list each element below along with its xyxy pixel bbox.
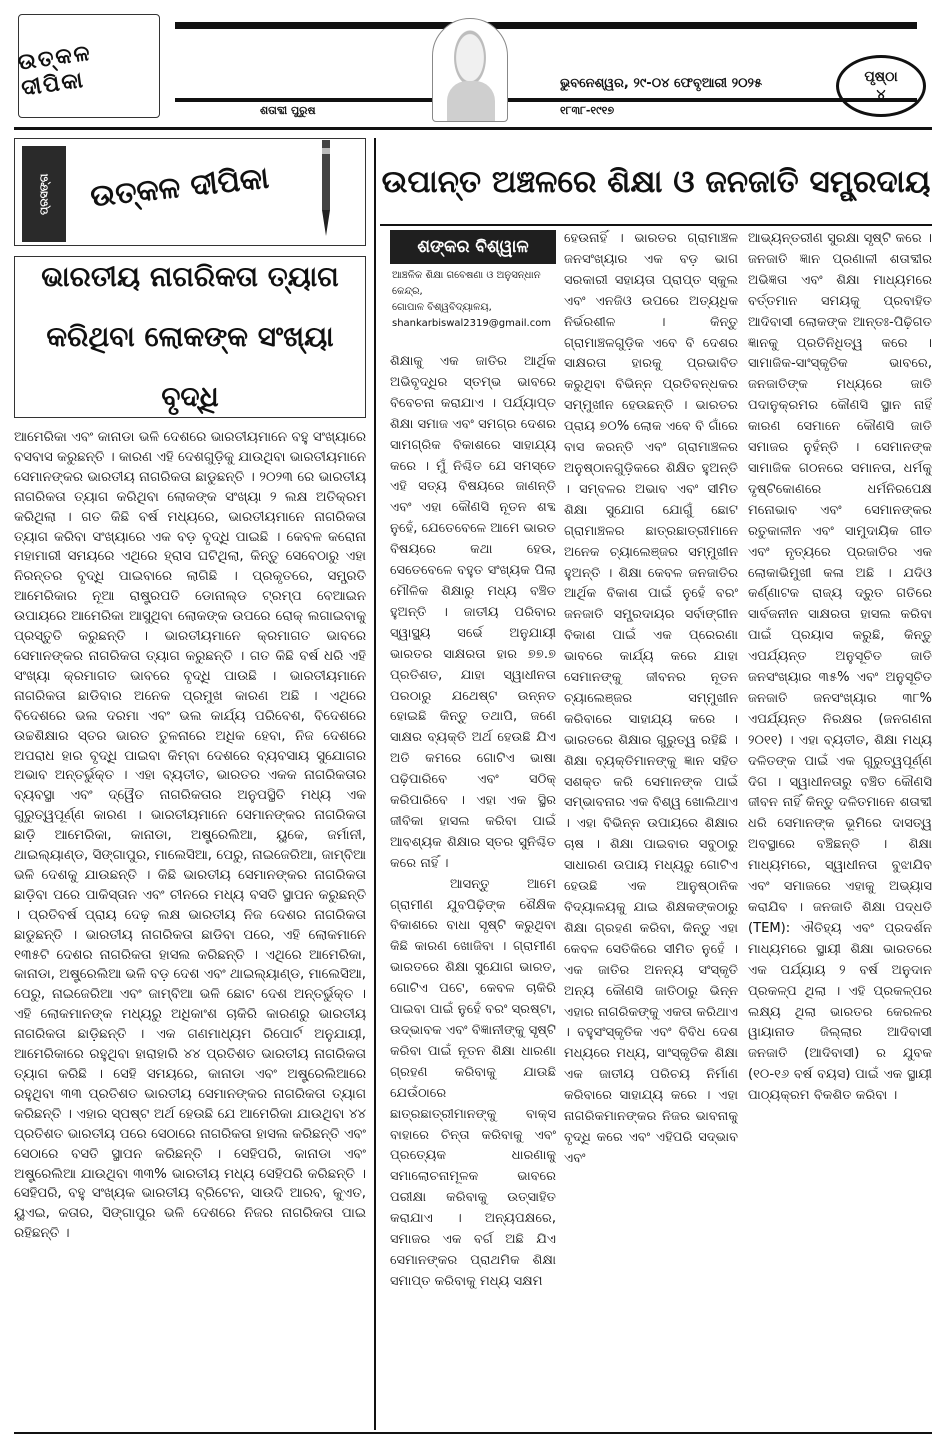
paper-logo xyxy=(18,14,160,118)
pen-icon xyxy=(318,140,334,238)
main-article-column-2: ହେଉନାହିଁ । ଭାରତର ଗ୍ରାମାଞ୍ଚଳ ଜନସଂଖ୍ୟାର ଏକ ବଡ଼ ଭାଗ ସରକାରୀ ସହାୟତା ପ୍ରାପ୍ତ ସ୍କୁଲ ଏବଂ ଏନଜିଓ ଉପରେ ଅତ୍ୟଧିକ ନିର୍ଭରଶୀଳ । କିନ୍ତୁ ଗ୍ରାମାଞ୍ଚଳଗୁଡ଼ିକ ଏବେ ବି ଦେଶର ସାକ୍ଷରତା ହାରକୁ ପ୍ରଭାବିତ କରୁଥିବା ବିଭିନ୍ନ ପ୍ରତିବନ୍ଧକର ସମ୍ମୁଖୀନ ହେଉଛନ୍ତି । ଭାରତର ପ୍ରାୟ ୭୦% ଲୋକ ଏବେ ବି ଗାଁରେ ବାସ କରନ୍ତି ଏବଂ ଗ୍ରାମାଞ୍ଚଳର ଅନୁଷ୍ଠାନଗୁଡ଼ିକରେ ଶିକ୍ଷିତ ହୁଅନ୍ତି । ସମ୍ବଳର ଅଭାବ ଏବଂ ସୀମିତ ଶିକ୍ଷା ସୁଯୋଗ ଯୋଗୁଁ ଛୋଟ ଗ୍ରାମାଞ୍ଚଳର ଛାତ୍ରଛାତ୍ରୀମାନେ ଅନେକ ଚ୍ୟାଲେଞ୍ଜର ସମ୍ମୁଖୀନ ହୁଅନ୍ତି । ଶିକ୍ଷା କେବଳ ଜନଜାତିର ଆର୍ଥିକ ବିକାଶ ପାଇଁ ନୁହେଁ ବରଂ ଜନଜାତି ସମ୍ପ୍ରଦାୟର ସର୍ବାଙ୍ଗୀନ ବିକାଶ ପାଇଁ ଏକ ପ୍ରେରଣା ଭାବରେ କାର୍ଯ୍ୟ କରେ ଯାହା ସେମାନଙ୍କୁ ଜୀବନର ନୂତନ ଚ୍ୟାଲେଞ୍ଜର ସମ୍ମୁଖୀନ କରିବାରେ ସାହାଯ୍ୟ କରେ । ଭାରତରେ ଶିକ୍ଷାର ଗୁରୁତ୍ୱ ରହିଛି । ଶିକ୍ଷା ବ୍ୟକ୍ତିମାନଙ୍କୁ ଜ୍ଞାନ ସହିତ ସଶକ୍ତ କରି ସେମାନଙ୍କ ପାଇଁ ସମ୍ଭାବନାର ଏକ ବିଶ୍ୱ ଖୋଲିଥାଏ । ଏହା ବିଭିନ୍ନ ଉପାୟରେ ଶିକ୍ଷାର ଚାଷ । ଶିକ୍ଷା ପାଇବାର ସବୁଠାରୁ ସାଧାରଣ ଉପାୟ ମଧ୍ୟରୁ ଗୋଟିଏ ହେଉଛି ଏକ ଆନୁଷ୍ଠାନିକ ବିଦ୍ୟାଳୟକୁ ଯାଇ ଶିକ୍ଷକଙ୍କଠାରୁ ଶିକ୍ଷା ଗ୍ରହଣ କରିବା, କିନ୍ତୁ ଏହା କେବଳ ସେତିକିରେ ସୀମିତ ନୁହେଁ । ଏକ ଜାତିର ଅନନ୍ୟ ସଂସ୍କୃତି ଅନ୍ୟ କୌଣସି ଜାତିଠାରୁ ଭିନ୍ନ ଏହାର ନାଗରିକଙ୍କୁ ଏକତା କରିଥାଏ । ବହୁସଂସ୍କୃତିକ ଏବଂ ବିବିଧ ଦେଶ ମଧ୍ୟରେ ମଧ୍ୟ, ସାଂସ୍କୃତିକ ଶିକ୍ଷା ଏକ ଜାତୀୟ ପରିଚୟ ନିର୍ମାଣ କରିବାରେ ସାହାଯ୍ୟ କରେ । ଏହା ନାଗରିକମାନଙ୍କର ନିଜର ଭାବନାକୁ ବୃଦ୍ଧି କରେ ଏବଂ ଏହିପରି ସଦ୍ଭାବ ଏବଂ xyxy=(564,231,738,1166)
header-rule-top xyxy=(175,22,917,29)
author-name: ଶଙ୍କର ବିଶ୍ୱାଳ xyxy=(390,230,556,264)
subtitle-left: ଶତାବ୍ଦୀ ପୁରୁଷ xyxy=(260,104,316,117)
page-bottom-rule xyxy=(14,1432,932,1434)
page-label: ପୃଷ୍ଠା xyxy=(864,69,898,85)
main-article-column-3: ଆଭ୍ୟନ୍ତରୀଣ ସୁରକ୍ଷା ସୃଷ୍ଟି କରେ । ଜନଜାତି ଜ୍ଞାନ ପ୍ରଣାଳୀ ଶତାବ୍ଦୀର ଅଭିଜ୍ଞତା ଏବଂ ଶିକ୍ଷା ମାଧ୍ୟମରେ ବର୍ତ୍ତମାନ ସମୟକୁ ପ୍ରବାହିତ ଆଦିବାସୀ ଲୋକଙ୍କ ଆନ୍ତଃ-ପିଢ଼ିଗତ ଜ୍ଞାନକୁ ପ୍ରତିନିଧିତ୍ୱ କରେ । ସାମାଜିକ-ସାଂସ୍କୃତିକ ଭାବରେ, ଜନଜାତିଙ୍କ ମଧ୍ୟରେ ଜାତି ପଦାନୁକ୍ରମର କୌଣସି ସ୍ଥାନ ନାହିଁ କାରଣ ସେମାନେ କୌଣସି ଜାତି ସମାଜର ନୁହଁନ୍ତି । ସେମାନଙ୍କ ସାମାଜିକ ଗଠନରେ ସମାନତା, ଧର୍ମକୁ ଦୃଷ୍ଟିକୋଣରେ ଧର୍ମନିରପେକ୍ଷ ମନୋଭାବ ଏବଂ ସେମାନଙ୍କର ରତୁକାଳୀନ ଏବଂ ସାମୁଦାୟିକ ଗୀତ ଏବଂ ନୃତ୍ୟରେ ପ୍ରଜାତିର ଏକ ଲୋକାଭିମୁଖୀ କଳା ଅଛି । ଯଦିଓ କର୍ଣ୍ଣାଟକ ରାଜ୍ୟ ଦ୍ରୁତ ଗତିରେ ସାର୍ବଜନୀନ ସାକ୍ଷରତା ହାସଲ କରିବା ପାଇଁ ପ୍ରୟାସ କରୁଛି, କିନ୍ତୁ ଏପର୍ଯ୍ୟନ୍ତ ଅନୁସୂଚିତ ଜାତି ଜନସଂଖ୍ୟାର ୩୫% ଏବଂ ଅନୁସୂଚିତ ଜନଜାତି ଜନସଂଖ୍ୟାର ୩୮% ଏପର୍ଯ୍ୟନ୍ତ ନିରକ୍ଷର (ଜନଗଣନା ୨୦୧୧) । ଏହା ବ୍ୟତୀତ, ଶିକ୍ଷା ମଧ୍ୟ ଦଳିତଙ୍କ ପାଇଁ ଏକ ଗୁରୁତ୍ୱପୂର୍ଣ୍ଣ ଦିଗ । ସ୍ୱାଧୀନତାରୁ ବଞ୍ଚିତ କୌଣସି ଜୀବନ ନାହିଁ କିନ୍ତୁ ଦଳିତମାନେ ଶତାବ୍ଦୀ ଧରି ସେମାନଙ୍କ ଭୂମିରେ ଦାସତ୍ୱ ଅବସ୍ଥାରେ ବଞ୍ଚିଛନ୍ତି । ଶିକ୍ଷା ମାଧ୍ୟମରେ, ସ୍ୱାଧୀନତା ବୁଝାଯିବ ଏବଂ ସମାଜରେ ଏହାକୁ ଅଭ୍ୟାସ କରାଯିବ । ଜନଜାତି ଶିକ୍ଷା ପଦ୍ଧତି (TEM): ଐତିହ୍ୟ ଏବଂ ପ୍ରଦର୍ଶନ ମାଧ୍ୟମରେ ସ୍ଥାୟୀ ଶିକ୍ଷା ଭାରତରେ ଏକ ପର୍ଯ୍ୟାୟ ୨ ବର୍ଷ ଅନୁଦାନ ପ୍ରକଳ୍ପ ଥିଲା । ଏହି ପ୍ରକଳ୍ପର ଲକ୍ଷ୍ୟ ଥିଲା ଭାରତର କେରଳର ୱାୟାନାଡ ଜିଲ୍ଲାର ଆଦିବାସୀ ଜନଜାତି (ଆଦିବାସୀ) ର ଯୁବକ (୧୦-୧୬ ବର୍ଷ ବୟସ) ପାଇଁ ଏକ ସ୍ଥାୟୀ ପାଠ୍ୟକ୍ରମ ବିକଶିତ କରିବା । xyxy=(748,231,932,1104)
page-number-badge xyxy=(836,55,926,117)
left-headline-line2: କରିଥିବା ଲୋକଙ୍କ ସଂଖ୍ୟା ବୃଦ୍ଧି xyxy=(46,320,334,413)
main-article-headline: ଉପାନ୍ତ ଅଞ୍ଚଳରେ ଶିକ୍ଷା ଓ ଜନଜାତି ସମ୍ପ୍ରଦାୟ xyxy=(381,163,931,200)
left-article-body: ଆମେରିକା ଏବଂ କାନାଡା ଭଳି ଦେଶରେ ଭାରତୀୟମାନେ ବହୁ ସଂଖ୍ୟାରେ ବସବାସ କରୁଛନ୍ତି । କାରଣ ଏହି ଦେଶଗୁଡ଼ିକୁ ଯାଉଥିବା ଭାରତୀୟମାନେ ସେମାନଙ୍କର ଭାରତୀୟ ନାଗରିକତା ଛାଡୁଛନ୍ତି । ୨୦୨୩ ରେ ଭାରତୀୟ ନାଗରିକତା ତ୍ୟାଗ କରିଥିବା ଲୋକଙ୍କ ସଂଖ୍ୟା ୨ ଲକ୍ଷ ଅତିକ୍ରମ କରିଥିଲା । ଗତ କିଛି ବର୍ଷ ମଧ୍ୟରେ, ଭାରତୀୟମାନେ ନାଗରିକତା ତ୍ୟାଗ କରିବା ସଂଖ୍ୟାରେ ଏକ ବଡ଼ ବୃଦ୍ଧି ପାଇଛି । କେବଳ କରୋନା ମହାମାରୀ ସମୟରେ ଏଥିରେ ହ୍ରାସ ଘଟିଥିଲା, କିନ୍ତୁ ସେବେଠାରୁ ଏହା ନିରନ୍ତର ବୃଦ୍ଧି ପାଇବାରେ ଲାଗିଛି । ପ୍ରକୃତରେ, ସମ୍ପ୍ରତି ଆମେରିକାର ନୂଆ ରାଷ୍ଟ୍ରପତି ଡୋନାଲ୍ଡ ଟ୍ରମ୍ପ ବେଆଇନ ଉପାୟରେ ଆମେରିକା ଆସୁଥିବା ଲୋକଙ୍କ ଉପରେ ରୋକ୍ ଲଗାଇବାକୁ ପ୍ରସ୍ତୁତି କରୁଛନ୍ତି । ଭାରତୀୟମାନେ କ୍ରମାଗତ ଭାବରେ ସେମାନଙ୍କର ନାଗରିକତା ତ୍ୟାଗ କରୁଛନ୍ତି । ଗତ କିଛି ବର୍ଷ ଧରି ଏହି ସଂଖ୍ୟା କ୍ରମାଗତ ଭାବରେ ବୃଦ୍ଧି ପାଉଛି । ଭାରତୀୟମାନେ ନାଗରିକତା ଛାଡିବାର ଅନେକ ପ୍ରମୁଖ କାରଣ ଅଛି । ଏଥିରେ ବିଦେଶରେ ଭଲ ଦରମା ଏବଂ ଭଲ କାର୍ଯ୍ୟ ପରିବେଶ, ବିଦେଶରେ ଉଚ୍ଚଶିକ୍ଷାର ସ୍ତର ଭାରତ ତୁଳନାରେ ଅଧିକ ହେବା, ନିଜ ଦେଶରେ ଅପରାଧ ହାର ବୃଦ୍ଧି ପାଇବା କିମ୍ବା ଦେଶରେ ବ୍ୟବସାୟ ସୁଯୋଗର ଅଭାବ ଅନ୍ତର୍ଭୁକ୍ତ । ଏହା ବ୍ୟତୀତ, ଭାରତର ଏକକ ନାଗରିକତାର ବ୍ୟବସ୍ଥା ଏବଂ ଦ୍ୱୈତ ନାଗରିକତାର ଅନୁପସ୍ଥିତି ମଧ୍ୟ ଏକ ଗୁରୁତ୍ୱପୂର୍ଣ୍ଣ କାରଣ । ଭାରତୀୟମାନେ ସେମାନଙ୍କର ନାଗରିକତା ଛାଡ଼ି ଆମେରିକା, କାନାଡା, ଅଷ୍ଟ୍ରେଲିଆ, ୟୁକେ, ଜର୍ମାନୀ, ଥାଇଲ୍ୟାଣ୍ଡ, ସିଙ୍ଗାପୁର, ମାଲେସିଆ, ପେରୁ, ନାଇଜେରିଆ, ଜାମ୍ବିଆ ଭଳି ଦେଶକୁ ଯାଉଛନ୍ତି । କିଛି ଭାରତୀୟ ସେମାନଙ୍କର ନାଗରିକତା ଛାଡ଼ିବା ପରେ ପାକିସ୍ତାନ ଏବଂ ଚୀନରେ ମଧ୍ୟ ବସତି ସ୍ଥାପନ କରୁଛନ୍ତି । ପ୍ରତିବର୍ଷ ପ୍ରାୟ ଦେଢ଼ ଲକ୍ଷ ଭାରତୀୟ ନିଜ ଦେଶର ନାଗରିକତା ଛାଡୁଛନ୍ତି । ଭାରତୀୟ ନାଗରିକତା ଛାଡିବା ପରେ, ଏହି ଲୋକମାନେ ୧୩୫ଟି ଦେଶର ନାଗରିକତା ହାସଲ କରିଛନ୍ତି । ଏଥିରେ ଆମେରିକା, କାନାଡା, ଅଷ୍ଟ୍ରେଲିଆ ଭଳି ବଡ଼ ଦେଶ ଏବଂ ଥାଇଲ୍ୟାଣ୍ଡ, ମାଲେସିଆ, ପେରୁ, ନାଇଜେରିଆ ଏବଂ ଜାମ୍ବିଆ ଭଳି ଛୋଟ ଦେଶ ଅନ୍ତର୍ଭୁକ୍ତ । ଏହି ଲୋକମାନଙ୍କ ମଧ୍ୟରୁ ଅଧିକାଂଶ ଚାକିରି କାରଣରୁ ଭାରତୀୟ ନାଗରିକତା ଛାଡ଼ିଛନ୍ତି । ଏକ ଗଣମାଧ୍ୟମ ରିପୋର୍ଟ ଅନୁଯାୟୀ, ଆମେରିକାରେ ରହୁଥିବା ହାରାହାରି ୪୪ ପ୍ରତିଶତ ଭାରତୀୟ ନାଗରିକତା ତ୍ୟାଗ କରିଛି । ସେହି ସମୟରେ, କାନାଡା ଏବଂ ଅଷ୍ଟ୍ରେଲିଆରେ ରହୁଥିବା ୩୩ ପ୍ରତିଶତ ଭାରତୀୟ ସେମାନଙ୍କର ନାଗରିକତା ତ୍ୟାଗ କରିଛନ୍ତି । ଏହାର ସ୍ପଷ୍ଟ ଅର୍ଥ ହେଉଛି ଯେ ଆମେରିକା ଯାଉଥିବା ୪୪ ପ୍ରତିଶତ ଭାରତୀୟ ପରେ ସେଠାରେ ନାଗରିକତା ହାସଲ କରିଛନ୍ତି ଏବଂ ସେଠାରେ ବସତି ସ୍ଥାପନ କରିଛନ୍ତି । ସେହିପରି, କାନାଡା ଏବଂ ଅଷ୍ଟ୍ରେଲିଆ ଯାଉଥିବା ୩୩% ଭାରତୀୟ ମଧ୍ୟ ସେହିପରି କରିଛନ୍ତି । ସେହିପରି, ବହୁ ସଂଖ୍ୟକ ଭାରତୀୟ ବ୍ରିଟେନ, ସାଉଦି ଆରବ, କୁଏତ, ୟୁଏଇ, କତାର, ସିଙ୍ଗାପୁର ଭଳି ଦେଶରେ ନିଜର ନାଗରିକତା ପାଇ ରହିଛନ୍ତି । xyxy=(14,430,366,1242)
header-rule-mid xyxy=(175,98,917,102)
subtitle-right: ୧୮୩୮-୧୯୧୭ xyxy=(560,104,615,117)
column-vertical-label: ପ୍ରସଙ୍ଗ xyxy=(22,146,66,242)
column-separator xyxy=(374,138,376,1430)
main-article-column-1 xyxy=(390,352,556,1428)
author-info xyxy=(392,268,556,332)
founder-portrait xyxy=(432,18,508,122)
dateline: ଭୁବନେଶ୍ୱର, ୨୯-୦୪ ଫେବୃଆରୀ ୨୦୨୫ xyxy=(560,76,763,91)
col1-paragraph-2: ଆସନ୍ତୁ ଆମେ ଗ୍ରାମୀଣ ଯୁବପିଢ଼ିଙ୍କ ଶୈକ୍ଷିକ ବିକାଶରେ ବାଧା ସୃଷ୍ଟି କରୁଥିବା କିଛି କାରଣ ଖୋଜିବା । ଗ୍ରାମୀଣ ଭାରତରେ ଶିକ୍ଷା ସୁଯୋଗ ଭାରତ, ଗୋଟିଏ ପଟେ, କେବଳ ଚାକିରି ପାଇବା ପାଇଁ ନୁହେଁ ବରଂ ସ୍ରଷ୍ଟା, ଉଦ୍ଭାବକ ଏବଂ ବିଜ୍ଞାନୀଙ୍କୁ ସୃଷ୍ଟି କରିବା ପାଇଁ ନୂତନ ଶିକ୍ଷା ଧାରଣା ଗ୍ରହଣ କରିବାକୁ ଯାଉଛି ଯେଉଁଠାରେ ଛାତ୍ରଛାତ୍ରୀମାନଙ୍କୁ ବାକ୍ସ ବାହାରେ ଚିନ୍ତା କରିବାକୁ ଏବଂ ପ୍ରତ୍ୟେକ ଧାରଣାକୁ ସମାଲୋଚନାମୂଳକ ଭାବରେ ପରୀକ୍ଷା କରିବାକୁ ଉତ୍ସାହିତ କରାଯାଏ । ଅନ୍ୟପକ୍ଷରେ, ସମାଜର ଏକ ବର୍ଗ ଅଛି ଯିଏ ସେମାନଙ୍କର ପ୍ରାଥମିକ ଶିକ୍ଷା ସମାପ୍ତ କରିବାକୁ ମଧ୍ୟ ସକ୍ଷମ xyxy=(390,876,556,1289)
author-role: ଆଞ୍ଚଳିକ ଶିକ୍ଷା ଗବେଷଣା ଓ ଅନୁସନ୍ଧାନ କେନ୍ଦ୍ର, xyxy=(392,270,541,297)
left-headline-line1: ଭାରତୀୟ ନାଗରିକତା ତ୍ୟାଗ xyxy=(41,260,339,293)
author-org: ଗୋପାଳ ବିଶ୍ୱବିଦ୍ୟାଳୟ, xyxy=(392,302,492,313)
column-title: ଉତ୍କଳ ଦୀପିକା xyxy=(88,160,271,215)
masthead-bottom-rule xyxy=(14,127,932,130)
page-number: ୪ xyxy=(876,87,886,103)
left-article-headline xyxy=(14,256,366,418)
headline-rule xyxy=(380,224,932,226)
author-email: shankarbiswal2319@gmail.com xyxy=(392,318,552,329)
paper-logo-text: ଉତ୍କଳ ଦୀପିକା xyxy=(16,39,94,102)
col1-paragraph-1: ଶିକ୍ଷାକୁ ଏକ ଜାତିର ଆର୍ଥିକ ଅଭିବୃଦ୍ଧିର ସ୍ତମ୍ଭ ଭାବରେ ବିବେଚନା କରାଯାଏ । ପର୍ଯ୍ୟାପ୍ତ ଶିକ୍ଷା ସମାଜ ଏବଂ ସମଗ୍ର ଦେଶର ସାମଗ୍ରିକ ବିକାଶରେ ସାହାଯ୍ୟ କରେ । ମୁଁ ନିଶ୍ଚିତ ଯେ ସମସ୍ତେ ଏହି ସତ୍ୟ ବିଷୟରେ ଜାଣନ୍ତି ଏବଂ ଏହା କୌଣସି ନୂତନ ଶବ୍ଦ ନୁହେଁ, ଯେତେବେଳେ ଆମେ ଭାରତ ବିଷୟରେ କଥା ହେଉ, ସେତେବେଳେ ବହୁତ ସଂଖ୍ୟକ ପିଲା ମୌଳିକ ଶିକ୍ଷାରୁ ମଧ୍ୟ ବଞ୍ଚିତ ହୁଅନ୍ତି । ଜାତୀୟ ପରିବାର ସ୍ୱାସ୍ଥ୍ୟ ସର୍ଭେ ଅନୁଯାୟୀ ଭାରତର ସାକ୍ଷରତା ହାର ୭୭.୭ ପ୍ରତିଶତ, ଯାହା ସ୍ୱାଧୀନତା ପରଠାରୁ ଯଥେଷ୍ଟ ଉନ୍ନତ ହୋଇଛି କିନ୍ତୁ ତଥାପି, ଜଣେ ସାକ୍ଷର ବ୍ୟକ୍ତି ଅର୍ଥ ହେଉଛି ଯିଏ ଅତି କମରେ ଗୋଟିଏ ଭାଷା ପଢ଼ିପାରିବେ ଏବଂ ସଠିକ୍ କରିପାରିବେ । ଏହା ଏକ ସ୍ଥିର ଜୀବିକା ହାସଲ କରିବା ପାଇଁ ଆବଶ୍ୟକ ଶିକ୍ଷାର ସ୍ତର ସୁନିଶ୍ଚିତ କରେ ନାହିଁ । xyxy=(390,354,556,871)
